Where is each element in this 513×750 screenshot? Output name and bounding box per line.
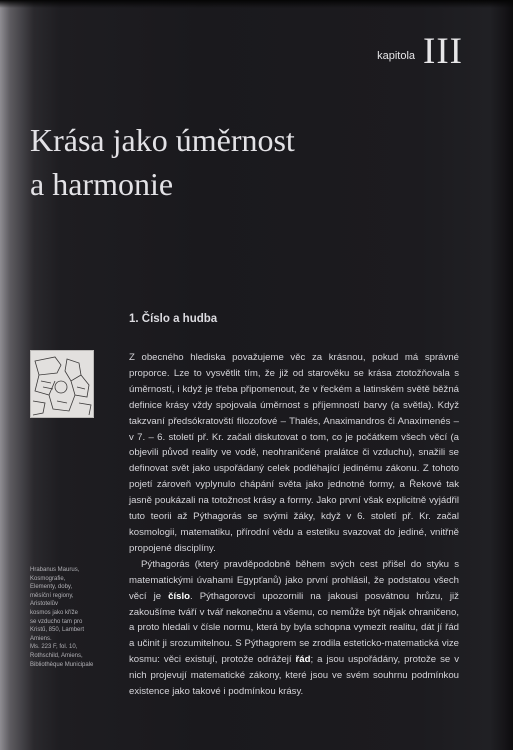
caption-line: Aristotelův [30, 601, 59, 608]
caption-line: Ms. 223 F, fol. 10, [30, 644, 78, 651]
chapter-title [30, 118, 470, 206]
paragraph-2 [129, 557, 459, 700]
text-run: ; a jsou uspořádány, protože se v nich projevují matematické zákony, které jsou ve svém souhrnu podmínkou existence jako takové i podmínkou krásy. [129, 654, 459, 698]
chapter-label: kapitola [377, 50, 416, 62]
caption-line: Rothschild, Amiens, [30, 652, 83, 659]
page-top-shadow [0, 0, 513, 8]
caption-line: se vzducho tam pro [30, 618, 83, 625]
emphasis-rad: řád [295, 654, 311, 666]
caption-line: Kristů, 850, Lambert [30, 627, 85, 634]
chapter-title-line-2: a harmonie [30, 166, 174, 202]
text-run: Z obecného hlediska považujeme věc za krásnou, pokud má správné proporce. Lze to vysvětlit tím, že již od starověku se krása ztotožňovala s úměrností, i když je třeba připomenout, že v řeckém a latinském světě běžná definice krásy vždy spojovala úměrnost s příjemností barvy (a světla). Když takzvaní předsókratovští filozofové – Thalés, Anaximandros či Anaximenés – v 7. – 6. století př. Kr. začali diskutovat o tom, co je počátkem všech věcí (a objevili původ reality ve vodě, neohraničené pralátce či vzduchu), snažili se definovat svět jako uspořádaný celek podléhající jedinému zákonu. Z tohoto pojetí zároveň vyplynulo chápání světa jako jednotné formy, a Řekové tak jasně poukázali na totožnost krásy a formy. Jako první však explicitně vyjádřil tuto teorii až Pýthagorás se svými žáky, když v 6. století př. Kr. začal kosmologii, matematiku, přírodní vědu a estetiku svazovat do jediné, vnitřně propojené disciplíny. [129, 352, 459, 554]
text-run: Pýthagorás (který pravděpodobně během svých cest přišel do styku s matematickými úvahami Egypťanů) jako první prohlásil, že podstatou všech věcí je [129, 558, 459, 602]
chapter-marker [377, 31, 463, 72]
caption-line: Kosmografie, [30, 575, 66, 582]
body-text [129, 350, 459, 700]
caption-line: Hrabanus Maurus, [30, 567, 80, 573]
image-caption [30, 566, 102, 669]
chapter-number: III [423, 31, 463, 72]
caption-line: Bibliothèque Municipale [30, 661, 94, 668]
paragraph-1 [129, 350, 459, 557]
text-run: . Pýthagorovci upozornili na jakousi posvátnou hrůzu, již zakoušíme tváří v tvář nekonečnu a všemu, co nemůže být nějak ohraničeno, a proto hledali v čísle normu, která by byla schopna vymezit realitu, dát jí řád a učinit ji srozumitelnou. S Pýthagorem se zrodila esteticko-matematická vize kosmu: věci existují, protože odrážejí [129, 590, 459, 666]
section-heading: 1. Číslo a hudba [129, 313, 218, 325]
manuscript-drawing [31, 351, 93, 417]
caption-line: měsíční regiony, [30, 592, 74, 599]
manuscript-illustration [30, 350, 94, 418]
emphasis-cislo: číslo [168, 590, 191, 602]
caption-line: Elementy, doby, [30, 584, 73, 591]
chapter-title-line-1: Krása jako úměrnost [30, 122, 295, 158]
caption-line: Amiens. [30, 635, 52, 642]
caption-line: kosmos jako kříže [30, 609, 79, 616]
